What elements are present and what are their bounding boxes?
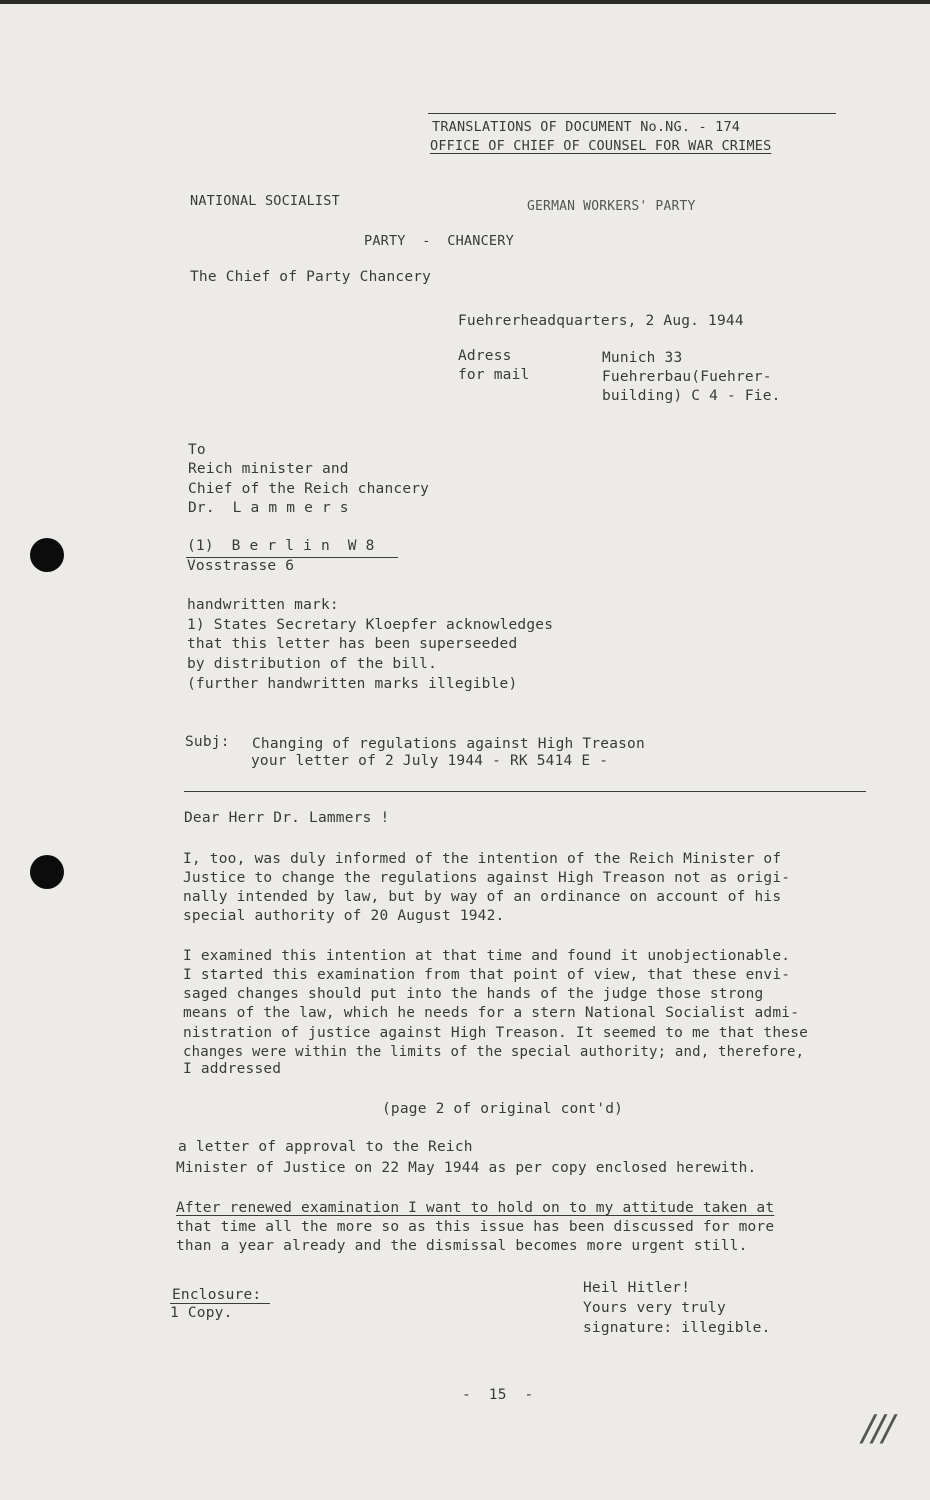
page-number: - 15 - [462, 1387, 534, 1403]
recipient-line-3: Dr. L a m m e r s [188, 500, 349, 516]
subject-line-2: your letter of 2 July 1944 - RK 5414 E - [251, 753, 609, 769]
handwritten-line-2: that this letter has been superseeded [187, 636, 518, 652]
header-line-2: OFFICE OF CHIEF OF COUNSEL FOR WAR CRIMES [430, 138, 772, 154]
recipient-line-1: Reich minister and [188, 461, 349, 477]
mail-address-line-2: Fuehrerbau(Fuehrer- [602, 369, 772, 385]
punch-hole-bottom [30, 855, 64, 889]
recipient-line-2: Chief of the Reich chancery [188, 481, 430, 497]
salutation: Dear Herr Dr. Lammers ! [184, 810, 390, 826]
letterhead-center: PARTY - CHANCERY [364, 233, 514, 249]
paragraph-3-line: Minister of Justice on 22 May 1944 as per copy enclosed herewith. [176, 1160, 757, 1176]
header-rule-top [428, 113, 836, 114]
paragraph-2-line: saged changes should put into the hands of the judge those strong [183, 986, 764, 1002]
subject-separator [184, 791, 866, 792]
subject-label: Subj: [185, 734, 230, 750]
mail-label-1: Adress [458, 348, 512, 364]
closing-line-3: signature: illegible. [583, 1320, 771, 1336]
punch-hole-top [30, 538, 64, 572]
paragraph-2-line: means of the law, which he needs for a stern National Socialist admi- [183, 1005, 800, 1021]
handwritten-heading: handwritten mark: [187, 597, 339, 613]
letterhead-right: GERMAN WORKERS' PARTY [527, 199, 696, 214]
recipient-street: Vosstrasse 6 [187, 558, 295, 574]
subject-line-1: Changing of regulations against High Treason [252, 736, 645, 752]
paragraph-2-line: nistration of justice against High Treason. It seemed to me that these [183, 1025, 809, 1041]
paragraph-2-line: I addressed [183, 1061, 282, 1077]
paragraph-1-line: nally intended by law, but by way of an ordinance on account of his [183, 889, 782, 905]
paragraph-1-line: special authority of 20 August 1942. [183, 908, 505, 924]
closing-line-1: Heil Hitler! [583, 1280, 691, 1296]
handwritten-line-3: by distribution of the bill. [187, 656, 438, 672]
letterhead-left: NATIONAL SOCIALIST [190, 193, 340, 209]
paragraph-4-line: that time all the more so as this issue has been discussed for more [176, 1219, 775, 1235]
paragraph-3-line: a letter of approval to the Reich [178, 1139, 473, 1155]
margin-slash-mark: /// [862, 1408, 893, 1449]
page-continuation-note: (page 2 of original cont'd) [382, 1101, 624, 1117]
paragraph-2-line: changes were within the limits of the special authority; and, therefore, [183, 1044, 805, 1060]
enclosure-value: 1 Copy. [170, 1305, 233, 1321]
top-edge-shadow [0, 0, 930, 4]
dateline: Fuehrerheadquarters, 2 Aug. 1944 [458, 313, 744, 329]
recipient-city: (1) B e r l i n W 8 [187, 538, 375, 554]
paragraph-4-line: After renewed examination I want to hold on to my attitude taken at [176, 1200, 775, 1216]
paragraph-1-line: Justice to change the regulations against High Treason not as origi- [183, 870, 791, 886]
mail-label-2: for mail [458, 367, 530, 383]
handwritten-line-1: 1) States Secretary Kloepfer acknowledges [187, 617, 554, 633]
enclosure-label: Enclosure: [172, 1287, 262, 1303]
recipient-to: To [188, 442, 206, 458]
mail-address-line-3: building) C 4 - Fie. [602, 388, 781, 404]
paragraph-2-line: I started this examination from that point of view, that these envi- [183, 967, 791, 983]
paragraph-1-line: I, too, was duly informed of the intention of the Reich Minister of [183, 851, 782, 867]
sender-title: The Chief of Party Chancery [190, 269, 432, 285]
header-line-1: TRANSLATIONS OF DOCUMENT No.NG. - 174 [432, 119, 741, 135]
paragraph-4-line: than a year already and the dismissal becomes more urgent still. [176, 1238, 748, 1254]
paragraph-2-line: I examined this intention at that time and found it unobjectionable. [183, 948, 791, 964]
closing-line-2: Yours very truly [583, 1300, 726, 1316]
mail-address-line-1: Munich 33 [602, 350, 683, 366]
handwritten-line-4: (further handwritten marks illegible) [187, 676, 518, 692]
